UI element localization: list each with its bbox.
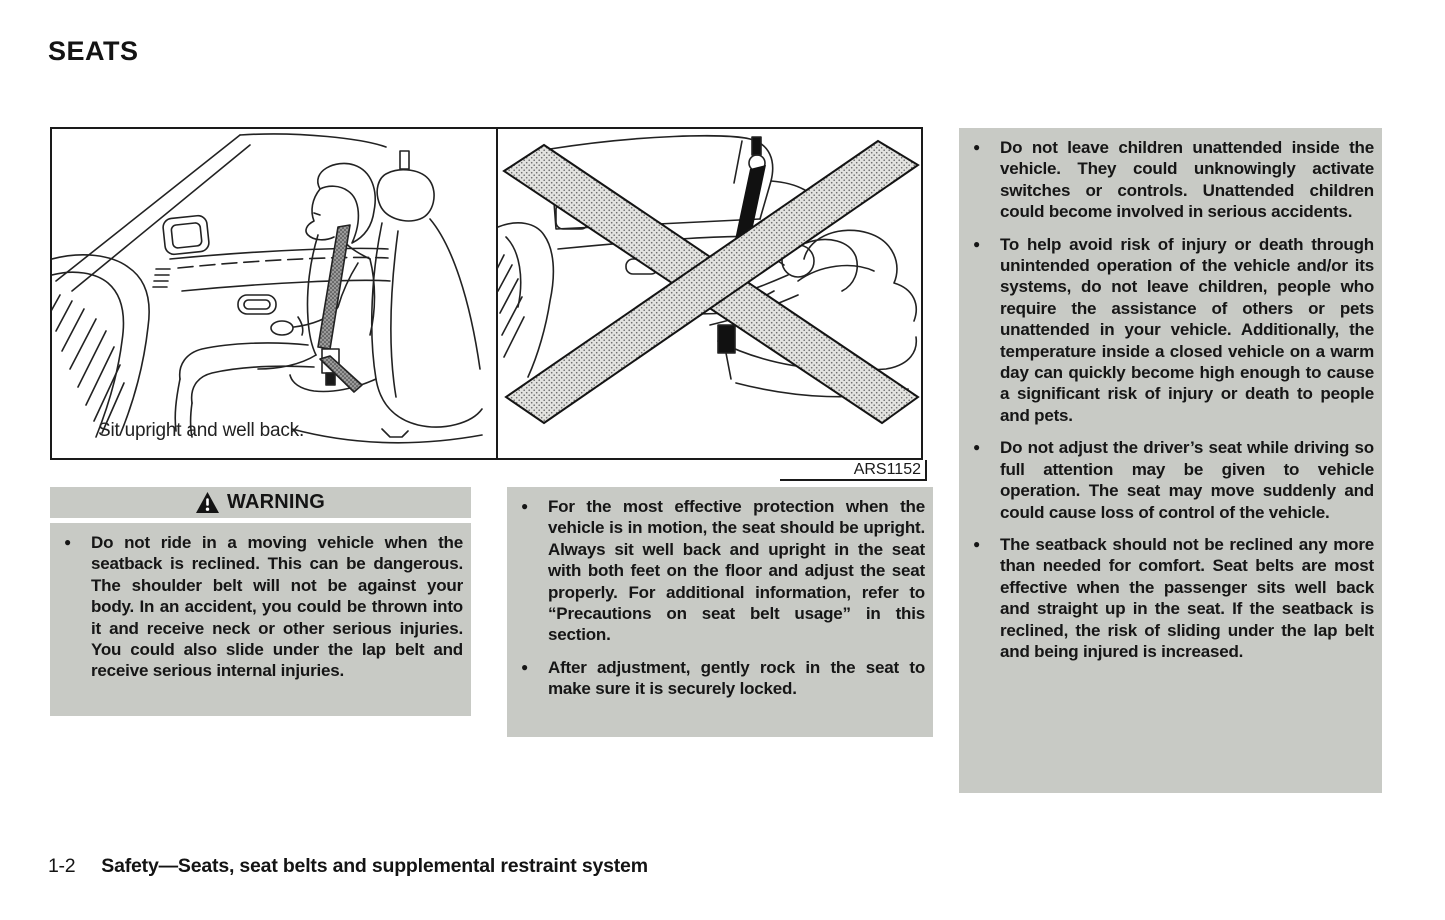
warning-header bbox=[50, 487, 471, 518]
middle-text-box bbox=[507, 487, 933, 737]
figure-panel-reclined bbox=[496, 129, 921, 458]
reclined-crossed-illustration bbox=[498, 129, 921, 458]
page-title: SEATS bbox=[48, 36, 139, 66]
bullet-dot: ● bbox=[521, 659, 529, 674]
seat-upright-illustration bbox=[52, 129, 496, 458]
figure-box bbox=[50, 127, 923, 460]
figure-caption: Sit upright and well back. bbox=[98, 420, 305, 441]
bullet-item bbox=[516, 657, 925, 700]
figure-panel-upright bbox=[52, 129, 496, 458]
warning-title: WARNING bbox=[226, 491, 326, 513]
warning-triangle-icon bbox=[196, 492, 219, 513]
footer-section-title: Safety—Seats, seat belts and supplemental restraint system bbox=[101, 855, 648, 877]
bullet-item bbox=[968, 437, 1374, 523]
bullet-dot: ● bbox=[973, 440, 981, 455]
bullet-dot: ● bbox=[64, 535, 72, 549]
bullet-item bbox=[968, 534, 1374, 662]
footer-page-number: 1-2 bbox=[48, 855, 76, 877]
middle-bullet-list bbox=[507, 487, 933, 708]
right-bullet-list bbox=[959, 128, 1382, 670]
bullet-dot: ● bbox=[521, 499, 529, 513]
warning-body bbox=[50, 523, 471, 716]
page-footer bbox=[48, 855, 648, 878]
bullet-item bbox=[59, 532, 463, 682]
bullet-text: After adjustment, gently rock in the seat to make sure it is securely locked. bbox=[548, 657, 925, 699]
bullet-dot: ● bbox=[973, 536, 981, 551]
bullet-item bbox=[516, 496, 925, 646]
bullet-text: Do not leave children unattended inside the vehicle. They could unknowingly activate switches or controls. Unattended children could become involved in serious accidents. bbox=[1000, 138, 1374, 222]
bullet-text: To help avoid risk of injury or death through unintended operation of the vehicle and/or its systems, do not leave children, people who require the assistance of others or pets unattended in your vehicle. Additionally, the temperature inside a closed vehicle on a warm day can quickly become high enough to cause a significant risk of injury or death to people and pets. bbox=[1000, 234, 1374, 425]
bullet-text: Do not adjust the driver’s seat while driving so full attention may be given to vehicle operation. The seat may move suddenly and could cause loss of control of the vehicle. bbox=[1000, 438, 1374, 522]
bullet-text: Do not ride in a moving vehicle when the seatback is reclined. This can be dangerous. The shoulder belt will not be against your body. In an accident, you could be thrown into it and receive neck or other serious injuries. You could also slide under the lap belt and receive serious internal injuries. bbox=[91, 533, 463, 681]
bullet-item bbox=[968, 137, 1374, 223]
bullet-dot: ● bbox=[973, 140, 981, 154]
figure-code: ARS1152 bbox=[780, 460, 927, 481]
right-text-box bbox=[959, 128, 1382, 793]
bullet-item bbox=[968, 234, 1374, 427]
bullet-dot: ● bbox=[973, 236, 981, 251]
bullet-text: The seatback should not be reclined any more than needed for comfort. Seat belts are most effective when the passenger sits well back and straight up in the seat. If the seatback is reclined, the risk of sliding under the lap belt and being injured is increased. bbox=[1000, 534, 1374, 661]
warning-bullet-list bbox=[50, 523, 471, 690]
bullet-text: For the most effective protection when the vehicle is in motion, the seat should be upright. Always sit well back and upright in the seat with both feet on the floor and adjust the seat properly. For additional information, refer to “Precautions on seat belt usage” in this section. bbox=[548, 497, 925, 645]
